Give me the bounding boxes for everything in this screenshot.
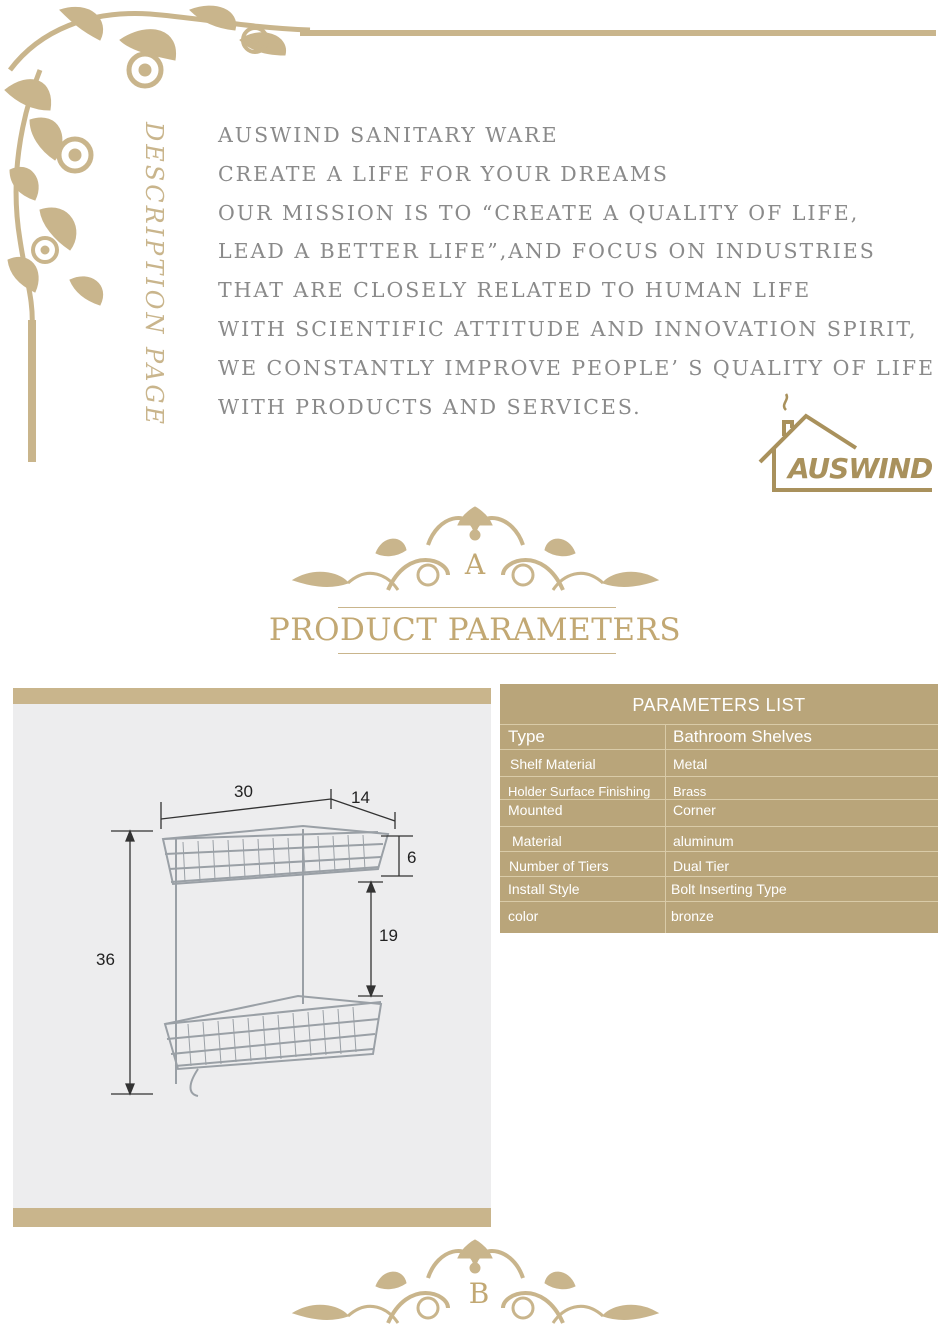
intro-line: WE CONSTANTLY IMPROVE PEOPLE’ S QUALITY OF LIFE — [218, 355, 936, 380]
section-letter-a: A — [464, 548, 486, 581]
dimension-depth-label: 14 — [351, 788, 370, 807]
dimension-tier-gap-label: 19 — [379, 926, 398, 945]
intro-line: THAT ARE CLOSELY RELATED TO HUMAN LIFE — [218, 278, 812, 303]
top-gold-rule — [300, 30, 936, 36]
company-intro — [218, 116, 938, 426]
section-title: PRODUCT PARAMETERS — [268, 612, 682, 648]
param-key: Install Style — [500, 877, 666, 901]
param-value: Corner — [673, 802, 716, 818]
left-gold-rule — [28, 320, 36, 462]
param-key: Shelf Material — [500, 750, 666, 776]
param-value: Bolt Inserting Type — [671, 881, 787, 897]
table-row — [500, 750, 938, 777]
table-row — [500, 877, 938, 902]
image-frame-bottom-band — [13, 1208, 491, 1227]
section-letter-b: B — [468, 1277, 490, 1310]
table-row — [500, 902, 938, 933]
title-divider — [338, 653, 616, 654]
param-key: Material — [500, 827, 666, 851]
dimension-width-label: 30 — [234, 782, 253, 801]
intro-line: OUR MISSION IS TO “CREATE A QUALITY OF LIFE, — [218, 200, 860, 225]
title-divider — [338, 607, 616, 608]
intro-line: LEAD A BETTER LIFE”,AND FOCUS ON INDUSTRIES — [218, 239, 876, 264]
table-row — [500, 777, 938, 800]
param-key: color — [500, 902, 666, 933]
param-key: Type — [500, 725, 666, 749]
param-value: bronze — [671, 908, 714, 924]
param-key: Holder Surface Finishing — [500, 777, 666, 799]
table-row — [500, 827, 938, 852]
intro-line: WITH PRODUCTS AND SERVICES. — [218, 394, 642, 419]
table-row — [500, 725, 938, 750]
dimension-total-height-label: 36 — [96, 950, 115, 969]
param-value: aluminum — [673, 833, 734, 849]
param-value: Dual Tier — [673, 858, 730, 874]
intro-line: CREATE A LIFE FOR YOUR DREAMS — [218, 161, 669, 186]
table-row — [500, 852, 938, 877]
table-row — [500, 800, 938, 827]
product-dimension-diagram — [13, 704, 491, 1208]
param-value: Bathroom Shelves — [673, 727, 812, 746]
param-value: Brass — [673, 784, 707, 799]
param-value: Metal — [673, 756, 708, 772]
shelf-drawing — [13, 704, 491, 1208]
image-frame-top-band — [13, 688, 491, 704]
dimension-basket-height-label: 6 — [407, 848, 417, 867]
parameters-table — [500, 684, 938, 933]
intro-line: AUSWIND SANITARY WARE — [218, 123, 559, 147]
param-key: Mounted — [500, 800, 666, 826]
parameters-table-title: PARAMETERS LIST — [500, 684, 938, 725]
brand-logo-text: AUSWIND — [788, 452, 933, 485]
intro-line: WITH SCIENTIFIC ATTITUDE AND INNOVATION SPIRIT, — [218, 316, 918, 341]
vertical-description-label: DESCRIPTION PAGE — [140, 122, 168, 428]
param-key: Number of Tiers — [500, 852, 666, 876]
